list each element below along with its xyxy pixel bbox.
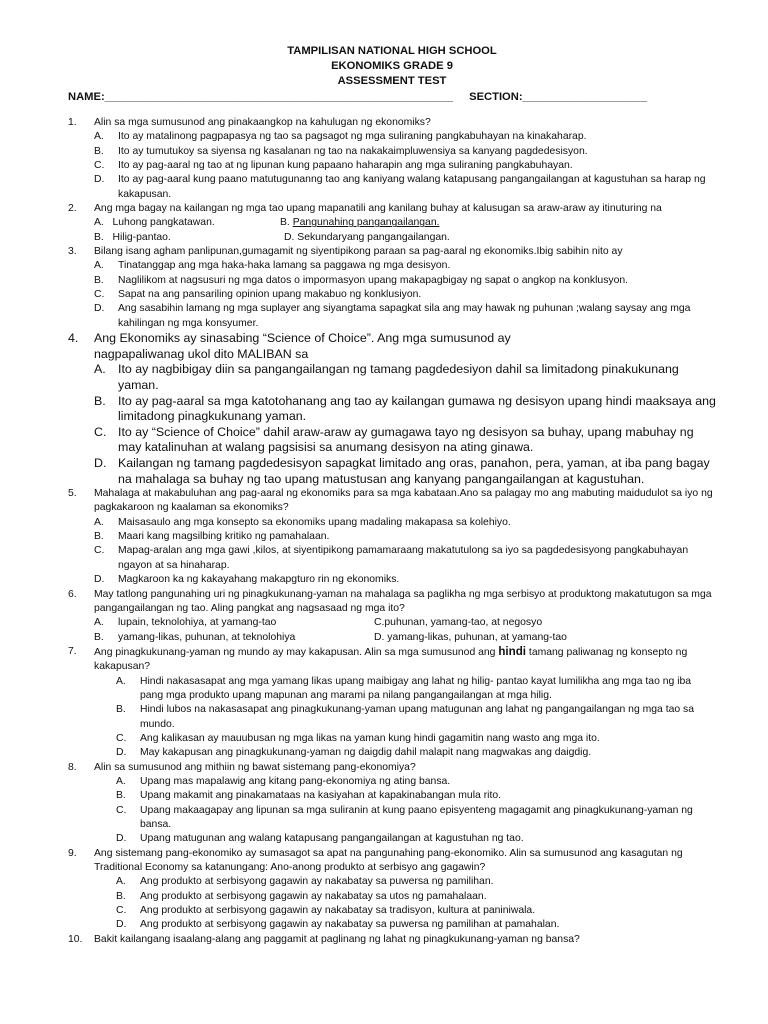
- question-number: 10.: [68, 933, 83, 945]
- question-number: 7.: [68, 645, 77, 657]
- choice-text: Maisasaulo ang mga konsepto sa ekonomiks upang madaling makapasa sa kolehiyo.: [118, 516, 511, 528]
- choice-letter: C.: [116, 732, 127, 744]
- question-body: [94, 331, 716, 362]
- question-1: [68, 116, 716, 202]
- choice-d: [94, 456, 716, 487]
- choice-letter: A.: [94, 516, 104, 528]
- choice-list: [116, 875, 716, 932]
- choice-text: Upang matugunan ang walang katapusang pangangailangan at kagustuhan ng tao.: [140, 833, 524, 845]
- choice-letter: C.: [94, 160, 105, 172]
- choice-list: [116, 675, 716, 761]
- choice-letter: B.: [116, 704, 126, 716]
- choice-list: [94, 130, 716, 202]
- question-text: Bakit kailangang isaalang-alang ang paggamit at paglinang ng lahat ng pinagkukunang-yaman ng bansa?: [94, 933, 580, 945]
- question-4: [68, 331, 716, 362]
- choice-text: Ito ay “Science of Choice” dahil araw-araw ay gumagawa tayo ng desisyon sa buhay, upang mabuhay ng may katalinuhan at walang pagsisisi sa anumang desisyon na ating ginawa.: [118, 424, 694, 455]
- choice-letter: A.: [94, 260, 104, 272]
- question-number: 2.: [68, 203, 77, 215]
- choice-text: Sapat na ang pansariling opinion upang makabuo ng konklusiyon.: [118, 289, 422, 301]
- choice-text: Naglilikom at nagsusuri ng mga datos o impormasyon upang makapagbigay ng sapat o angkop na konklusyon.: [118, 274, 629, 286]
- choice-text: Tinatanggap ang mga haka-haka lamang sa paggawa ng mga desisyon.: [118, 260, 451, 272]
- choice-letter: A.: [116, 675, 126, 687]
- choice-letter: B.: [116, 890, 126, 902]
- choice-b: yamang-likas, puhunan, at teknolohiya: [118, 631, 296, 643]
- choice-letter: B.: [94, 531, 104, 543]
- question-9: [68, 847, 716, 933]
- choice-b: [116, 890, 716, 904]
- question-text: Mahalaga at makabuluhan ang pag-aaral ng ekonomiks para sa mga kabataan.Ano sa palagay mo ang mabuting maidudulot sa iyo ng pagkakaroon ng kaalaman sa ekonomiks?: [94, 488, 713, 514]
- choice-letter: C.: [94, 545, 105, 557]
- choice-d: [94, 573, 716, 587]
- question-text: Ang mga bagay na kailangan ng mga tao upang mapanatili ang kanilang buhay at kalusugan sa araw-araw ay itinuturing na: [94, 203, 662, 215]
- choice-c: [94, 159, 716, 173]
- choice-a: [94, 130, 716, 144]
- choice-letter: A.: [94, 131, 104, 143]
- subject-title: EKONOMIKS GRADE 9: [331, 60, 453, 72]
- choice-letter: D.: [94, 455, 107, 470]
- question-text: [94, 645, 716, 675]
- choice-grid: [94, 216, 716, 245]
- choice-letter: C.: [94, 289, 105, 301]
- question-2: [68, 202, 716, 245]
- choice-b: [94, 274, 716, 288]
- choice-letter: D.: [116, 919, 127, 931]
- question-number: 4.: [68, 331, 79, 346]
- choice-c: [94, 288, 716, 302]
- question-number: 5.: [68, 488, 77, 500]
- choice-c: [116, 732, 716, 746]
- choice-letter: B.: [94, 393, 106, 408]
- question-number: 9.: [68, 847, 77, 859]
- choice-b: [116, 703, 716, 732]
- choice-a: A. Luhong pangkatawan.: [94, 217, 215, 229]
- choice-b: [94, 145, 716, 159]
- choice-list: [116, 775, 716, 847]
- question-text: Bilang isang agham panlipunan,gumagamit ng siyentipikong paraan sa pag-aaral ng ekonomiks.Ibig sabihin nito ay: [94, 246, 623, 258]
- choice-text: Upang makaagapay ang lipunan sa mga suliranin at kung paano episyenteng magagamit ang pinagkukunang-yaman ng bansa.: [140, 804, 693, 830]
- question-4-choices: [94, 362, 716, 487]
- choice-letter: A.: [94, 617, 104, 629]
- choice-list: [94, 516, 716, 588]
- choice-b: [280, 216, 716, 230]
- choice-text: Upang mas mapalawig ang kitang pang-ekonomiya ng ating bansa.: [140, 775, 451, 787]
- name-field-label[interactable]: NAME:________________________________________________________: [68, 91, 454, 103]
- question-text: Ang sistemang pang-ekonomiko ay sumasagot sa apat na pangunahing pang-ekonomiko. Alin sa sumusunod ang kasagutan ng Traditional Economy sa katanungang: Ano-anong produkto at serbisyo ang gagawin?: [94, 847, 683, 874]
- choice-text: Ang sasabihin lamang ng mga suplayer ang siyangtama sapagkat sila ang may hawak ng puhunan ;walang saysay ang mga kahilingan ng mga konsyumer.: [118, 303, 691, 329]
- choice-text: Pangunahing pangangailangan.: [292, 217, 440, 229]
- choice-text: Maari kang magsilbing kritiko ng pamahalaan.: [118, 531, 330, 543]
- choice-d: D. yamang-likas, puhunan, at yamang-tao: [374, 631, 567, 643]
- choice-text: Ang produkto at serbisyong gagawin ay nakabatay sa puwersa ng pamilihan.: [140, 876, 494, 888]
- choice-letter: C.: [94, 424, 107, 439]
- choice-letter: D.: [94, 574, 105, 586]
- choice-letter: D.: [94, 303, 105, 315]
- question-text-end: tamang paliwanag ng konsepto ng kakapusan?: [94, 646, 688, 673]
- choice-d: D. Sekundaryang pangangailangan.: [284, 231, 450, 243]
- choice-d: [116, 832, 716, 846]
- choice-b: [116, 789, 716, 803]
- choice-letter: B.: [280, 217, 290, 229]
- test-title: ASSESSMENT TEST: [337, 75, 447, 87]
- choice-letter: B.: [94, 274, 104, 286]
- choice-grid: [94, 616, 716, 645]
- question-text-start: Ang pinagkukunang-yaman ng mundo ay may kakapusan. Alin sa mga sumusunod ang: [94, 646, 499, 658]
- choice-a: lupain, teknolohiya, at yamang-tao: [118, 617, 277, 629]
- question-number: 1.: [68, 117, 77, 128]
- choice-text: Ito ay pag-aaral ng tao at ng lipunan kung papaano haharapin ang mga suliraning pangkabuhayan.: [118, 160, 573, 172]
- choice-text: Hindi nakasasapat ang mga yamang likas upang maibigay ang lahat ng hilig- pantao kayat lumilikha ang mga tao ng iba pang mga produkto upang mapunan ang marami pa nilang pangangailangan at mga hilig.: [140, 675, 692, 701]
- question-text: Alin sa mga sumusunod ang pinakaangkop na kahulugan ng ekonomiks?: [94, 117, 431, 128]
- choice-letter: D.: [116, 833, 127, 845]
- choice-list: [94, 259, 716, 331]
- choice-text: Ito ay pag-aaral sa mga katotohanang ang tao ay kailangan gumawa ng desisyon upang hindi maaksaya ang limitadong pinagkukunang yaman.: [118, 393, 716, 424]
- choice-text: Magkaroon ka ng kakayahang makapgturo rin ng ekonomiks.: [118, 574, 400, 586]
- choice-letter: C.: [116, 905, 127, 917]
- choice-letter: D.: [94, 174, 105, 186]
- choice-letter: B.: [116, 790, 126, 802]
- question-7: [68, 645, 716, 761]
- choice-text: Ang produkto at serbisyong gagawin ay nakabatay sa puwersa ng pamilihan at pamahalan.: [140, 919, 560, 931]
- choice-a: [94, 516, 716, 530]
- choice-letter: B.: [94, 145, 104, 157]
- choice-c: [94, 544, 716, 573]
- choice-a: [116, 775, 716, 789]
- choice-letter: A.: [116, 775, 126, 787]
- question-5: [68, 487, 716, 587]
- choice-c: C.puhunan, yamang-tao, at negosyo: [374, 617, 543, 629]
- choice-text: Ito ay matalinong pagpapasya ng tao sa pagsagot ng mga suliraning pangkabuhayan na kinakaharap.: [118, 131, 587, 143]
- choice-a: [116, 675, 716, 704]
- choice-b: [94, 394, 716, 425]
- question-number: 3.: [68, 246, 77, 258]
- question-3: [68, 245, 716, 331]
- choice-d: [116, 918, 716, 932]
- choice-letter: C.: [116, 804, 127, 816]
- choice-d: [94, 302, 716, 331]
- document-header: [68, 44, 716, 89]
- choice-a: [94, 259, 716, 273]
- question-10: [68, 933, 716, 947]
- choice-text: May kakapusan ang pinagkukunang-yaman ng daigdig dahil malapit nang magwakas ang daigdig.: [140, 747, 592, 759]
- question-8: [68, 761, 716, 847]
- choice-b: [94, 530, 716, 544]
- emphasis-word: hindi: [498, 644, 527, 658]
- choice-letter: A.: [94, 362, 106, 377]
- choice-c: B. Hilig-pantao.: [94, 231, 171, 243]
- question-6: [68, 588, 716, 645]
- choice-c: [94, 425, 716, 456]
- choice-letter: A.: [116, 876, 126, 888]
- school-name: TAMPILISAN NATIONAL HIGH SCHOOL: [287, 45, 497, 57]
- choice-d: [116, 746, 716, 760]
- choice-text: Ang produkto at serbisyong gagawin ay nakabatay sa utos ng pamahalaan.: [140, 890, 487, 902]
- question-number: 8.: [68, 761, 77, 773]
- choice-letter: B.: [94, 631, 104, 643]
- choice-c: [116, 804, 716, 833]
- choice-a: [94, 362, 716, 393]
- section-field-label[interactable]: SECTION:____________________: [469, 91, 648, 103]
- question-text: Ang Ekonomiks ay sinasabing “Science of Choice”. Ang mga sumusunod ay nagpapaliwanag ukol dito MALIBAN sa: [94, 331, 511, 361]
- choice-letter: D.: [116, 747, 127, 759]
- choice-text: Ito ay pag-aaral kung paano matutugunanng tao ang kaniyang walang katapusang pangangailangan at kagustuhan sa harap ng kakapusan.: [118, 174, 706, 200]
- choice-text: Kailangan ng tamang pagdedesisyon sapagkat limitado ang oras, panahon, pera, yaman, at iba pang bagay na mahalaga sa buhay ng tao upang matustusan ang kanyang pangangailangan at kagustuhan.: [118, 455, 710, 486]
- choice-text: Ang produkto at serbisyong gagawin ay nakabatay sa tradisyon, kultura at paniniwala.: [140, 905, 536, 917]
- choice-text: Ang kalikasan ay mauubusan ng mga likas na yaman kung hindi gagamitin nang wasto ang mga ito.: [140, 732, 600, 744]
- choice-text: Ito ay tumutukoy sa siyensa ng kasalanan ng tao na nakakaimpluwensiya sa kanyang pagdedesisyon.: [118, 145, 588, 157]
- choice-text: Mapag-aralan ang mga gawi ,kilos, at siyentipikong pamamaraang makatutulong sa iyo sa pagdedesisyong pangkabuhayan ngayon at sa hinaharap.: [118, 545, 689, 571]
- choice-d: [94, 173, 716, 202]
- name-section-line: [68, 89, 716, 106]
- choice-text: Ito ay nagbibigay diin sa pangangailangan ng tamang pagdedesiyon dahil sa limitadong pinakukunang yaman.: [118, 362, 679, 392]
- choice-c: [116, 904, 716, 918]
- question-text: May tatlong pangunahing uri ng pinagkukunang-yaman na mahalaga sa paglikha ng mga serbisyo at produktong makatutugon sa mga pangangailangan ng tao. Aling pangkat ang nagsasaad ng mga ito?: [94, 588, 712, 614]
- choice-a: [116, 875, 716, 889]
- question-text: Alin sa sumusunod ang mithiin ng bawat sistemang pang-ekonomiya?: [94, 761, 416, 773]
- choice-text: Hindi lubos na nakasasapat ang pinagkukunang-yaman upang matugunan ang lahat ng pangangailangan ng mga tao sa mundo.: [140, 704, 695, 730]
- choice-text: Upang makamit ang pinakamataas na kasiyahan at kapakinabangan mula rito.: [140, 790, 502, 802]
- question-number: 6.: [68, 588, 77, 600]
